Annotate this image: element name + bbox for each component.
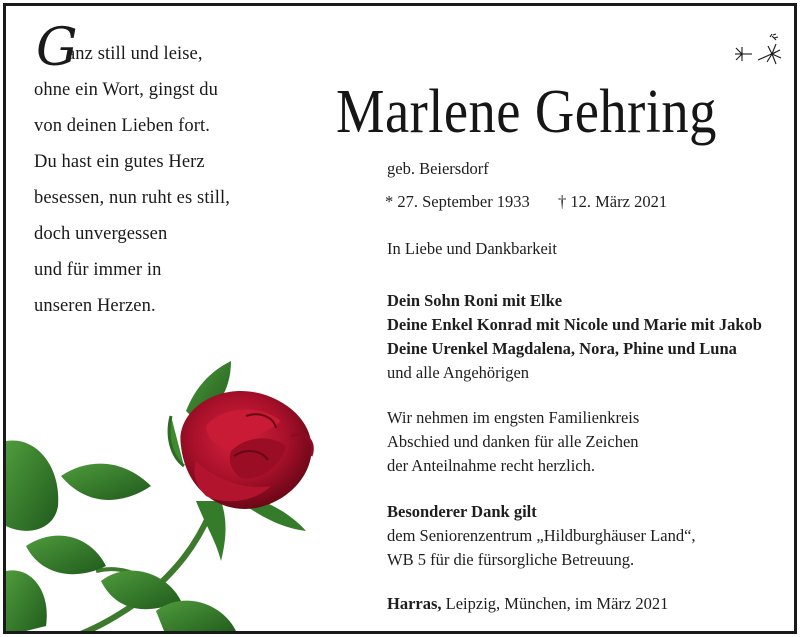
thanks-line: WB 5 für die fürsorgliche Betreuung.: [387, 550, 635, 569]
deceased-name: Marlene Gehring: [336, 78, 717, 146]
family-line: Deine Urenkel Magdalena, Nora, Phine und Luna: [387, 339, 737, 358]
relatives-text: und alle Angehörigen: [387, 363, 530, 382]
farewell-line: Wir nehmen im engsten Familienkreis: [387, 408, 640, 427]
birth-date: * 27. September 1933: [385, 192, 530, 211]
birth-name: geb. Beiersdorf: [387, 159, 489, 178]
closing-rest: Leipzig, München, im März 2021: [441, 594, 669, 613]
thanks-line: dem Seniorenzentrum „Hildburghäuser Land“,: [387, 526, 696, 545]
poem-line: ohne ein Wort, gingst du: [34, 80, 219, 100]
poem-line-1-text: anz still und leise,: [67, 44, 203, 64]
death-date: † 12. März 2021: [558, 192, 668, 211]
family-line: Dein Sohn Roni mit Elke: [387, 291, 563, 310]
poem-line: unseren Herzen.: [34, 296, 156, 316]
poem-line: besessen, nun ruht es still,: [34, 188, 231, 208]
poem-line-1: [34, 18, 230, 78]
poem-line: von deinen Lieben fort.: [34, 116, 210, 136]
obituary-card: [3, 3, 797, 634]
closing-place: Harras,: [387, 594, 442, 613]
poem-line: doch unvergessen: [34, 224, 168, 244]
poem: [34, 18, 231, 324]
intro-text: In Liebe und Dankbarkeit: [387, 239, 557, 258]
family-line: Deine Enkel Konrad mit Nicole und Marie mit Jakob: [387, 315, 762, 334]
poem-line: Du hast ein gutes Herz: [34, 152, 205, 172]
closing-line: [387, 594, 668, 614]
farewell-line: Abschied und danken für alle Zeichen: [387, 432, 639, 451]
farewell-line: der Anteilnahme recht herzlich.: [387, 456, 595, 475]
dandelion-seed-icon: [732, 32, 784, 72]
rose-image: [6, 356, 336, 634]
poem-line: und für immer in: [34, 260, 162, 280]
poem-initial: G: [36, 18, 78, 78]
thanks-heading: Besonderer Dank gilt: [387, 502, 537, 521]
